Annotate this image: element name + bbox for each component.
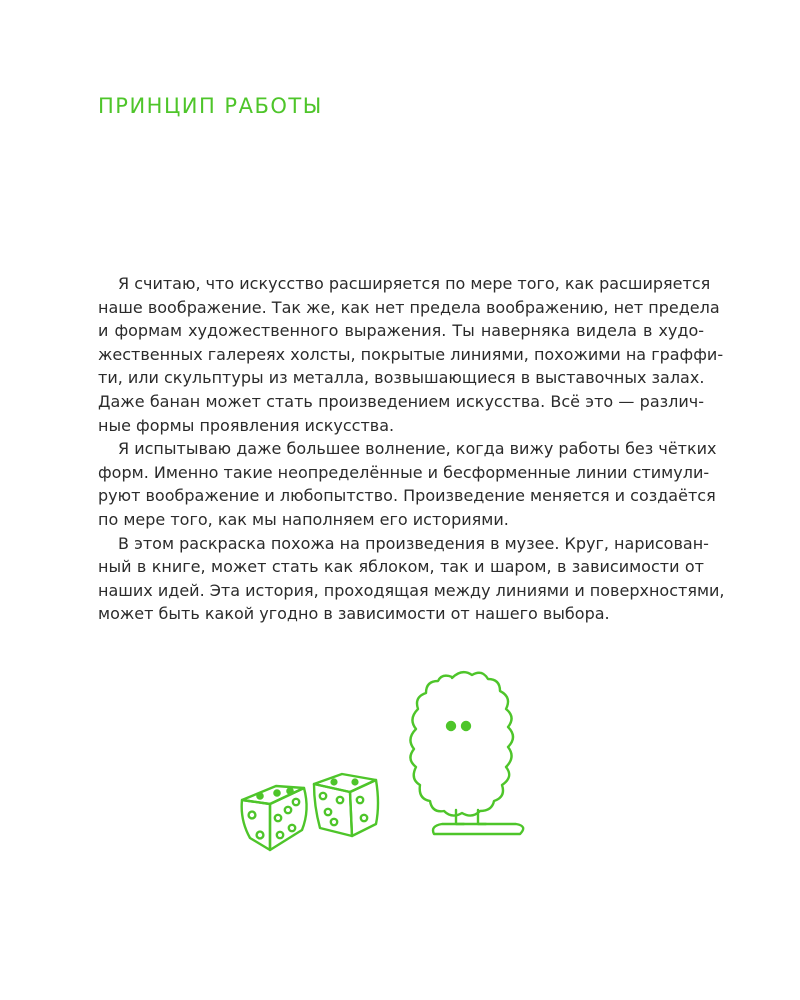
text-line: В этом раскраска похожа на произведения в музее. Круг, нарисован- (118, 533, 709, 553)
page-title: ПРИНЦИП РАБОТЫ (98, 94, 323, 118)
text-line: ный в книге, может стать как яблоком, так и шаром, в зависимости от (98, 557, 704, 577)
text-line: может быть какой угодно в зависимости от нашего выбора. (98, 604, 610, 624)
body-text (98, 272, 725, 626)
text-line: наших идей. Эта история, проходящая между линиями и поверхностями, (98, 580, 725, 600)
text-line: Я считаю, что искусство расширяется по мере того, как расширяется (118, 274, 711, 293)
text-line: наше воображение. Так же, как нет предела воображению, нет предела (98, 297, 720, 317)
fluffy-creature-icon (410, 672, 523, 834)
illustration (230, 660, 530, 870)
dice-left-icon (242, 786, 307, 850)
text-line: ти, или скульптуры из металла, возвышающиеся в выставочных залах. (98, 368, 705, 388)
text-line: ные формы проявления искусства. (98, 415, 395, 435)
paragraph-1 (98, 272, 724, 437)
text-line: и формам художественного выражения. Ты наверняка видела в худо- (98, 321, 704, 341)
text-line: жественных галереях холсты, покрытые линиями, похожими на граффи- (98, 344, 724, 364)
text-line: форм. Именно такие неопределённые и бесформенные линии стимули- (98, 462, 710, 482)
text-line: руют воображение и любопытство. Произведение меняется и создаётся (98, 486, 716, 506)
paragraph-3 (98, 532, 725, 626)
dice-right-icon (314, 774, 378, 836)
text-line: Я испытываю даже большее волнение, когда вижу работы без чётких (118, 439, 717, 459)
text-line: Даже банан может стать произведением искусства. Всё это — различ- (98, 391, 704, 411)
paragraph-2 (98, 437, 717, 531)
text-line: по мере того, как мы наполняем его историями. (98, 509, 509, 529)
